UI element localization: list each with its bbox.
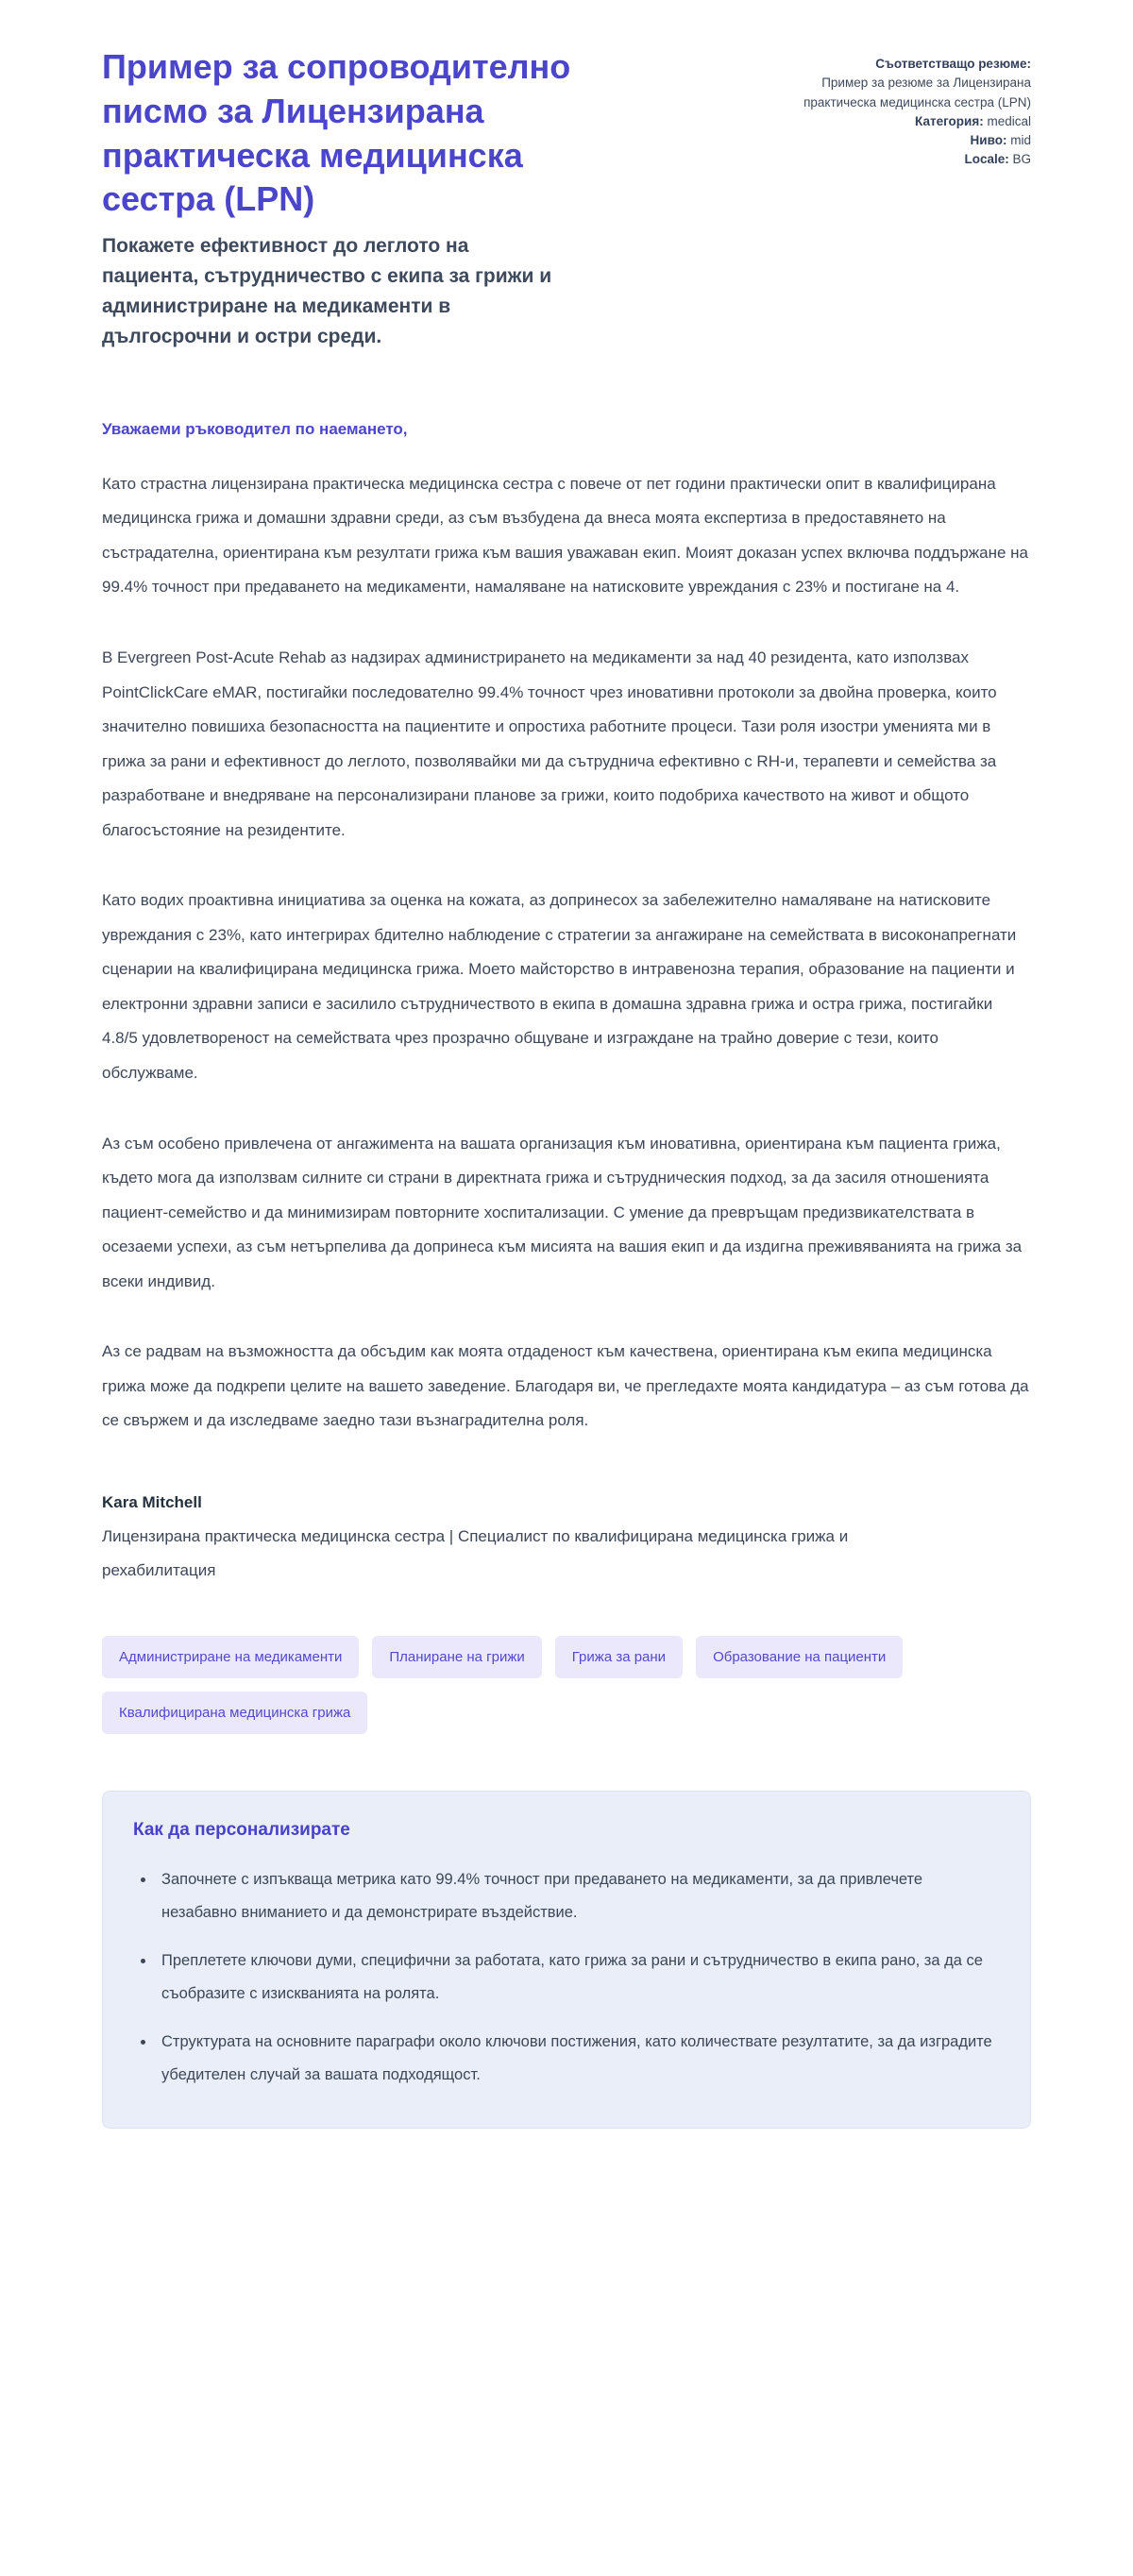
- meta-locale-value: BG: [1012, 152, 1031, 167]
- letter-paragraph: Аз съм особено привлечена от ангажимента на вашата организация към иновативна, ориентирана към пациента грижа, където мога да използвам силните си страни в директната грижа и сътрудническия подход, за да засиля отношенията пациент-семейство и да минимизирам повторните хоспитализации. С умение да превръщам предизвикателствата в осезаеми успехи, аз съм нетърпелива да допринеса към мисията на вашия екип и да издигна преживяванията на грижа за всеки индивид.: [102, 1134, 1023, 1290]
- tips-item: • Структурата на основните параграфи около ключови постижения, като количествате резултатите, за да изградите убедителен случай за вашата подходящост.: [156, 2026, 998, 2092]
- meta-resume-label: Съответстващо резюме:: [875, 57, 1031, 71]
- page-title: Пример за сопроводително писмо за Лицензирана практическа медицинска сестра (LPN): [102, 47, 571, 219]
- signature-role: Лицензирана практическа медицинска сестра | Специалист по квалифицирана медицинска грижа и рехабилитация: [102, 1526, 849, 1579]
- meta-locale-label: Locale:: [964, 152, 1009, 167]
- content-container: [102, 0, 1031, 2204]
- tag-chip[interactable]: Квалифицирана медицинска грижа: [102, 1692, 367, 1734]
- meta-category: [784, 112, 1031, 131]
- meta-category-value: medical: [987, 113, 1031, 128]
- meta-level-label: Ниво:: [970, 133, 1007, 147]
- meta-category-label: Категория:: [915, 113, 984, 128]
- page-header: [102, 45, 1031, 352]
- letter-greeting: Уважаеми ръководител по наемането,: [102, 419, 408, 438]
- tips-list: [133, 1863, 998, 2092]
- meta-resume-value: Пример за резюме за Лицензирана практическа медицинска сестра (LPN): [803, 76, 1031, 109]
- tag-chip[interactable]: Администриране на медикаменти: [102, 1636, 359, 1678]
- tips-item: • Преплетете ключови думи, специфични за работата, като грижа за рани и сътрудничество в екипа рано, за да се съобразите с изискванията на ролята.: [156, 1945, 998, 2011]
- letter-paragraph: В Evergreen Post-Acute Rehab аз надзирах администрирането на медикаменти за над 40 резидента, като използвах PointClickCare eMAR, постигайки последователно 99.4% точност чрез иновативни протоколи за двойна проверка, които значително повишиха безопасността на пациентите и опростиха работните процеси. Тази роля изостри уменията ми в грижа за рани и ефективност до леглото, позволявайки ми да сътруднича ефективно с RH-и, терапевти и семейства за разработване и внедряване на персонализирани планове за грижи, които подобриха качеството на живот и общото благосъстояние на резидентите.: [102, 648, 997, 839]
- tag-chip[interactable]: Грижа за рани: [555, 1636, 683, 1678]
- letter-paragraph: Като водих проактивна инициатива за оценка на кожата, аз допринесох за забележително намаляване на натисковите увреждания с 23%, като интегрирах бдително наблюдение с стратегии за ангажиране на семействата в високонапрегнати сценарии на квалифицирана медицинска грижа. Моето майсторство в интравенозна терапия, образование на пациенти и електронни здравни записи е засилило сътрудничеството в екипа в домашна здравна грижа и остра грижа, постигайки 4.8/5 удовлетвореност на семействата чрез прозрачно общуване и изграждане на трайно доверие с тези, които обслужваме.: [102, 891, 1017, 1083]
- meta-panel: [784, 45, 1031, 170]
- meta-locale: [784, 150, 1031, 169]
- meta-level-value: mid: [1010, 133, 1031, 147]
- tips-item: • Започнете с изпъкваща метрика като 99.4% точност при предаването на медикаменти, за да привлечете незабавно вниманието и да демонстрирате въздействие.: [156, 1863, 998, 1929]
- tips-title: Как да персонализирате: [133, 1820, 350, 1841]
- letter-body: [102, 420, 1031, 1588]
- signature-block: [102, 1493, 1031, 1587]
- letter-paragraph: Като страстна лицензирана практическа медицинска сестра с повече от пет години практически опит в квалифицирана медицинска грижа и домашни здравни среди, аз съм възбудена да внеса моята експертиза в предоставянето на състрадателна, ориентирана към резултати грижа към вашия уважаван екип. Моият доказан успех включва поддържане на 99.4% точност при предаването на медикаменти, намаляване на натисковите увреждания с 23% и постигане на 4.: [102, 474, 1029, 597]
- signature-name: Kara Mitchell: [102, 1492, 202, 1511]
- title-block: [102, 45, 631, 352]
- skill-tags: [102, 1636, 1031, 1734]
- letter-paragraph: Аз се радвам на възможността да обсъдим как моята отдаденост към качествена, ориентирана към екипа медицинска грижа може да подкрепи целите на вашето заведение. Благодаря ви, че прегледахте моята кандидатура – аз съм готова да се свържем и да изследваме заедно тази възнаградителна роля.: [102, 1342, 1029, 1430]
- meta-level: [784, 131, 1031, 150]
- tag-chip[interactable]: Образование на пациенти: [696, 1636, 903, 1678]
- personalization-tips-box: [102, 1791, 1031, 2129]
- page-subtitle: Покажете ефективност до леглото на пациента, сътрудничество с екипа за грижи и администриране на медикаменти в дългосрочни и остри среди.: [102, 235, 552, 347]
- tag-chip[interactable]: Планиране на грижи: [372, 1636, 541, 1678]
